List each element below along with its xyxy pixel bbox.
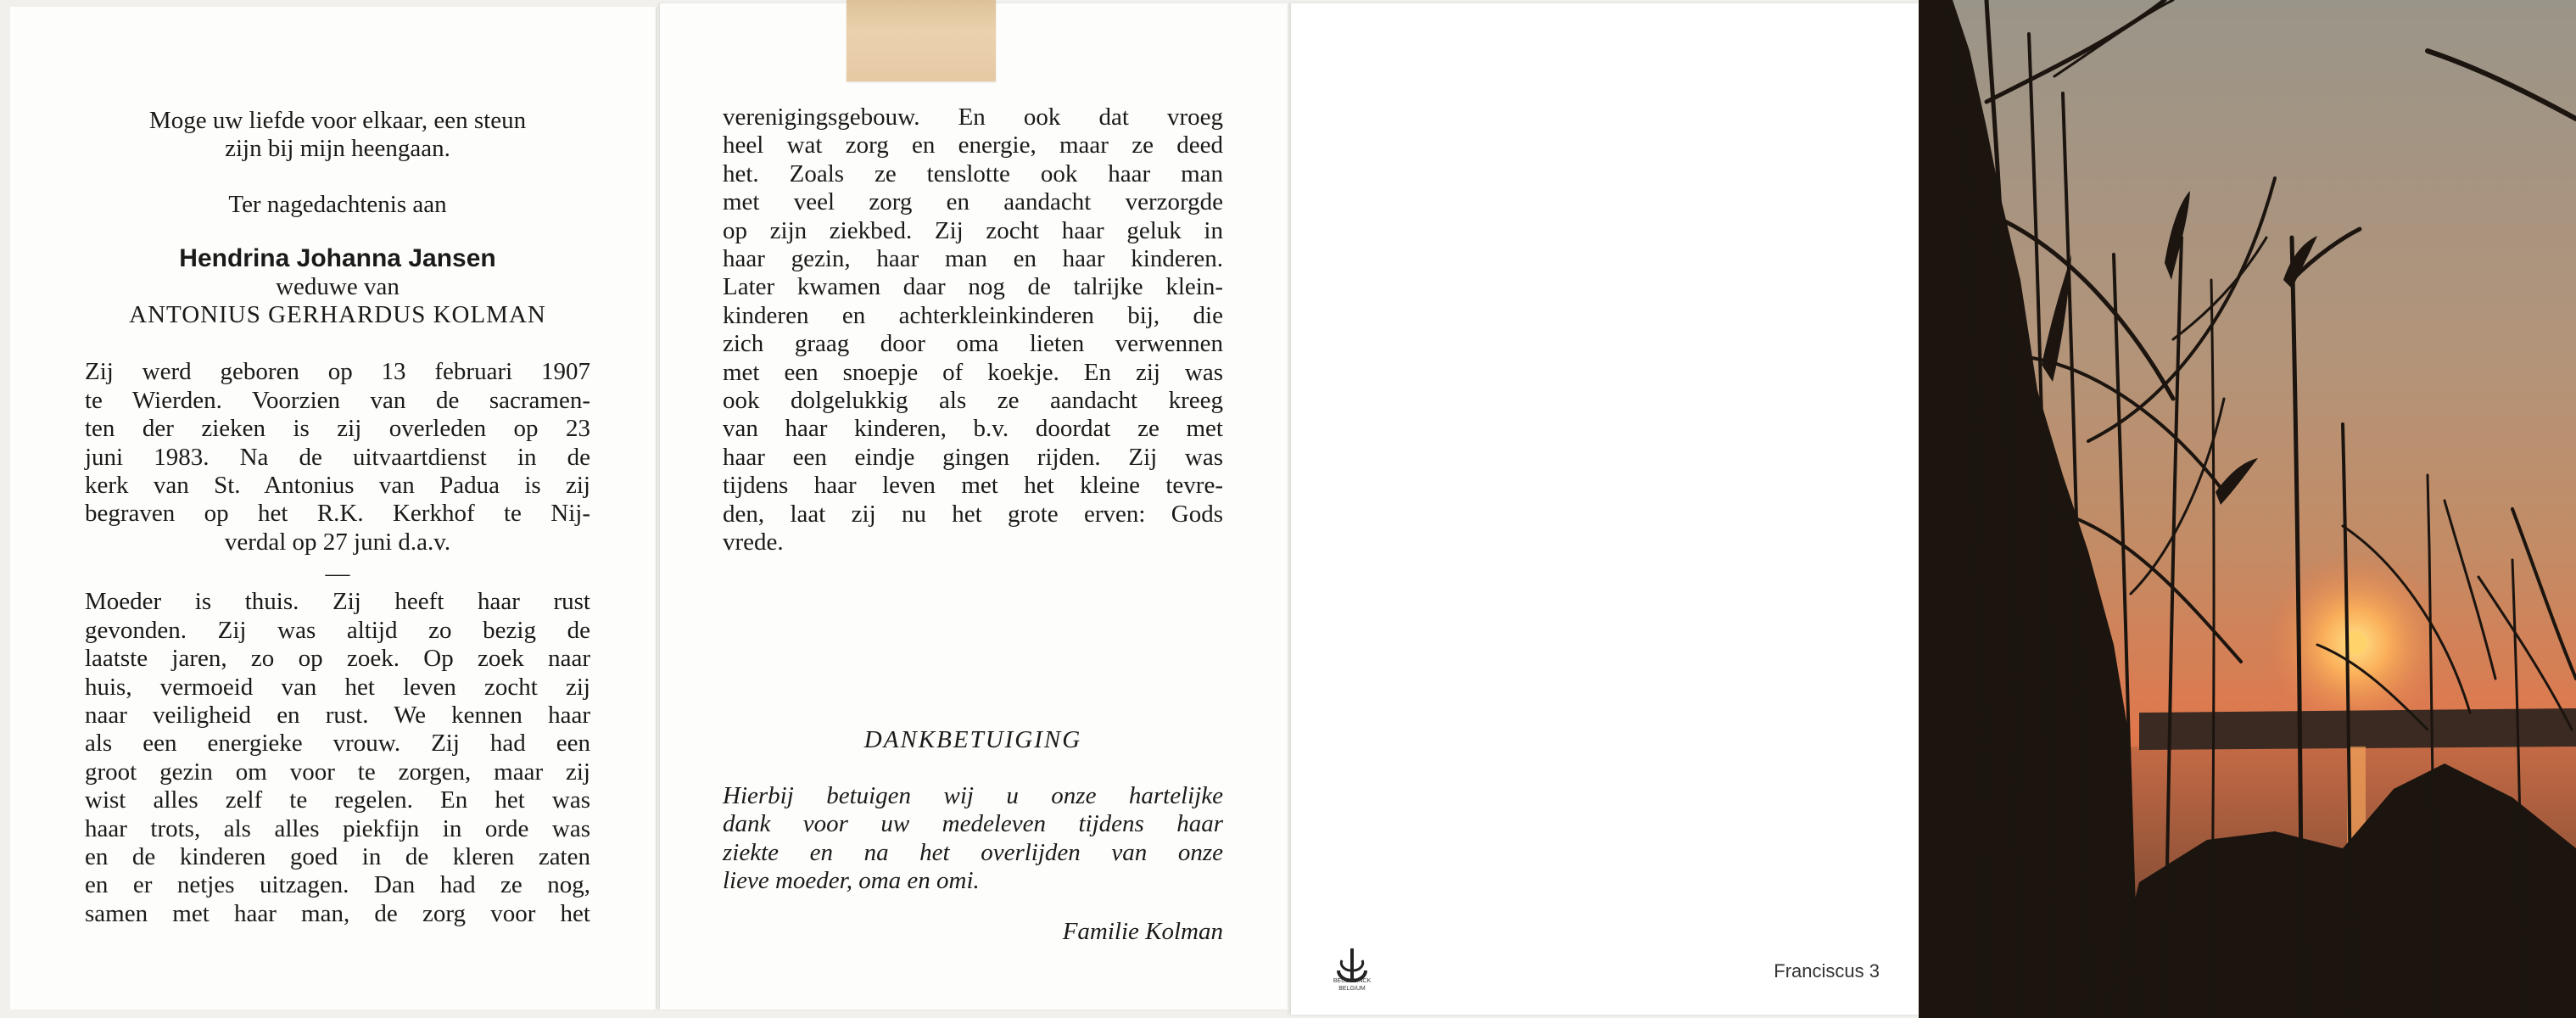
thanks-title: DANKBETUIGING bbox=[863, 726, 1082, 753]
panel-back bbox=[1291, 3, 1919, 1015]
thanks-line: lieve moeder, oma en omi. bbox=[723, 867, 980, 895]
eulogy-line: het. Zoals ze tenslotte ook haar man bbox=[723, 159, 1223, 187]
eulogy-line: gevonden. Zij was altijd zo bezig de bbox=[85, 616, 590, 644]
eulogy-line: tijdens haar leven met het kleine tevre- bbox=[723, 472, 1223, 500]
eulogy-line: haar een eindje gingen rijden. Zij was bbox=[723, 443, 1223, 471]
separator-dash: — bbox=[325, 560, 350, 588]
in-memory-label: Ter nagedachtenis aan bbox=[228, 190, 447, 218]
eulogy-line: huis, vermoeid van het leven zocht zij bbox=[85, 673, 590, 701]
panel-photo bbox=[1919, 0, 2576, 1018]
panel-left bbox=[10, 7, 657, 1010]
thanks-text bbox=[723, 782, 1223, 896]
eulogy-part-2 bbox=[723, 103, 1223, 557]
eulogy-line: wist alles zelf te regelen. En het was bbox=[85, 786, 590, 814]
eulogy-line: als een energieke vrouw. Zij had een bbox=[85, 730, 590, 758]
eulogy-line: kinderen en achterkleinkinderen bij, die bbox=[723, 301, 1223, 329]
motto bbox=[85, 107, 590, 164]
eulogy-line: met een snoepje of koekje. En zij was bbox=[723, 358, 1223, 386]
bio-line: kerk van St. Antonius van Padua is zij bbox=[85, 472, 590, 500]
adhesive-tape bbox=[847, 0, 996, 81]
eulogy-line: haar gezin, haar man en haar kinderen. bbox=[723, 245, 1223, 273]
eulogy-line: laatste jaren, zo op zoek. Op zoek naar bbox=[85, 645, 590, 673]
bio-line: verdal op 27 juni d.a.v. bbox=[224, 528, 451, 556]
eulogy-line: groot gezin om voor te zorgen, maar zij bbox=[85, 758, 590, 786]
publisher-line: BEUSELINCK bbox=[1333, 978, 1372, 984]
series-label: Franciscus 3 bbox=[1774, 960, 1880, 982]
eulogy-line: op zijn ziekbed. Zij zocht haar geluk in bbox=[723, 216, 1223, 244]
eulogy-line: en de kinderen goed in de kleren zaten bbox=[85, 842, 590, 870]
panel-middle bbox=[660, 3, 1288, 1010]
eulogy-line: ook dolgelukkig als ze aandacht kreeg bbox=[723, 387, 1223, 415]
publisher-name bbox=[1316, 977, 1388, 993]
eulogy-line: samen met haar man, de zorg voor het bbox=[85, 899, 590, 927]
sunset-reeds-photo bbox=[1919, 0, 2576, 1018]
thanks-line: Hierbij betuigen wij u onze hartelijke bbox=[723, 782, 1223, 809]
bio-line: begraven op het R.K. Kerkhof te Nij- bbox=[85, 500, 590, 528]
thanks-line: ziekte en na het overlijden van onze bbox=[723, 838, 1223, 866]
bio-line: te Wierden. Voorzien van de sacramen- bbox=[85, 386, 590, 414]
eulogy-line: met veel zorg en aandacht verzorgde bbox=[723, 188, 1223, 216]
eulogy-line: den, laat zij nu het grote erven: Gods bbox=[723, 500, 1223, 528]
motto-line: zijn bij mijn heengaan. bbox=[225, 135, 450, 163]
eulogy-line: vrede. bbox=[723, 529, 784, 557]
husband-name: ANTONIUS GERHARDUS KOLMAN bbox=[129, 301, 546, 329]
panel-left-text bbox=[85, 107, 590, 928]
eulogy-line: en er netjes uitzagen. Dan had ze nog, bbox=[85, 871, 590, 899]
bio-line: ten der zieken is zij overleden op 23 bbox=[85, 415, 590, 443]
publisher-line: BELGIUM bbox=[1338, 986, 1366, 992]
motto-line: Moge uw liefde voor elkaar, een steun bbox=[148, 107, 527, 134]
eulogy-line: naar veiligheid en rust. We kennen haar bbox=[85, 701, 590, 729]
eulogy-line: Later kwamen daar nog de talrijke klein- bbox=[723, 273, 1223, 301]
thanks-line: dank voor uw medeleven tijdens haar bbox=[723, 810, 1223, 838]
widow-of-label: weduwe van bbox=[276, 272, 400, 300]
eulogy-line: heel wat zorg en energie, maar ze deed bbox=[723, 131, 1223, 159]
eulogy-line: van haar kinderen, b.v. doordat ze met bbox=[723, 415, 1223, 443]
bio-line: juni 1983. Na de uitvaartdienst in de bbox=[85, 443, 590, 471]
bio-line: Zij werd geboren op 13 februari 1907 bbox=[85, 358, 590, 386]
biography bbox=[85, 358, 590, 557]
deceased-name: Hendrina Johanna Jansen bbox=[179, 244, 496, 273]
eulogy-line: verenigingsgebouw. En ook dat vroeg bbox=[723, 103, 1223, 131]
family-signature: Familie Kolman bbox=[1062, 918, 1223, 945]
eulogy-line: zich graag door oma lieten verwennen bbox=[723, 330, 1223, 358]
eulogy-line: haar trots, als alles piekfijn in orde was bbox=[85, 814, 590, 842]
eulogy-line: Moeder is thuis. Zij heeft haar rust bbox=[85, 588, 590, 616]
eulogy-part-1 bbox=[85, 588, 590, 928]
